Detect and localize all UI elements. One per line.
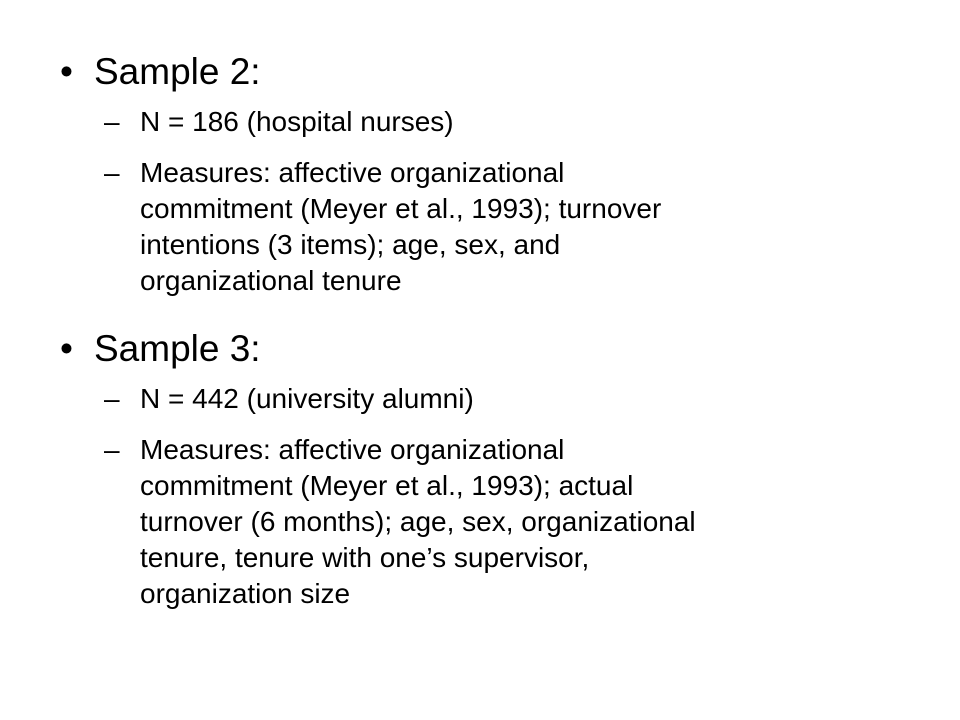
sample-3-item-measures [60, 432, 920, 612]
sample-3-item-n-line: N = 442 (university alumni) [140, 383, 474, 414]
sample-3-measures-line-4: tenure, tenure with one’s supervisor, [140, 542, 590, 573]
sample-3-measures-line-2: commitment (Meyer et al., 1993); actual [140, 470, 634, 501]
bullet-icon: • [60, 51, 73, 92]
sample-2-item-n [60, 104, 920, 140]
sample-2-heading [60, 50, 920, 94]
dash-icon: – [104, 383, 120, 414]
dash-icon: – [104, 157, 120, 188]
sample-2-measures-line-3: intentions (3 items); age, sex, and [140, 229, 561, 260]
sample-3-measures-line-5: organization size [140, 578, 351, 609]
sample-3-measures-line-3: turnover (6 months); age, sex, organizational [140, 506, 696, 537]
bullet-icon: • [60, 328, 73, 369]
dash-icon: – [104, 106, 120, 137]
sample-3-section [60, 327, 920, 612]
sample-3-heading-text: Sample 3: [94, 328, 261, 369]
sample-2-measures-line-2: commitment (Meyer et al., 1993); turnover [140, 193, 662, 224]
sample-2-item-n-line: N = 186 (hospital nurses) [140, 106, 454, 137]
sample-3-item-n [60, 381, 920, 417]
sample-2-measures-line-4: organizational tenure [140, 265, 402, 296]
sample-2-section [60, 50, 920, 299]
sample-3-measures-line-1: Measures: affective organizational [140, 434, 565, 465]
sample-2-heading-text: Sample 2: [94, 51, 261, 92]
sample-2-measures-line-1: Measures: affective organizational [140, 157, 565, 188]
sample-3-heading [60, 327, 920, 371]
sample-2-item-measures [60, 155, 920, 299]
dash-icon: – [104, 434, 120, 465]
